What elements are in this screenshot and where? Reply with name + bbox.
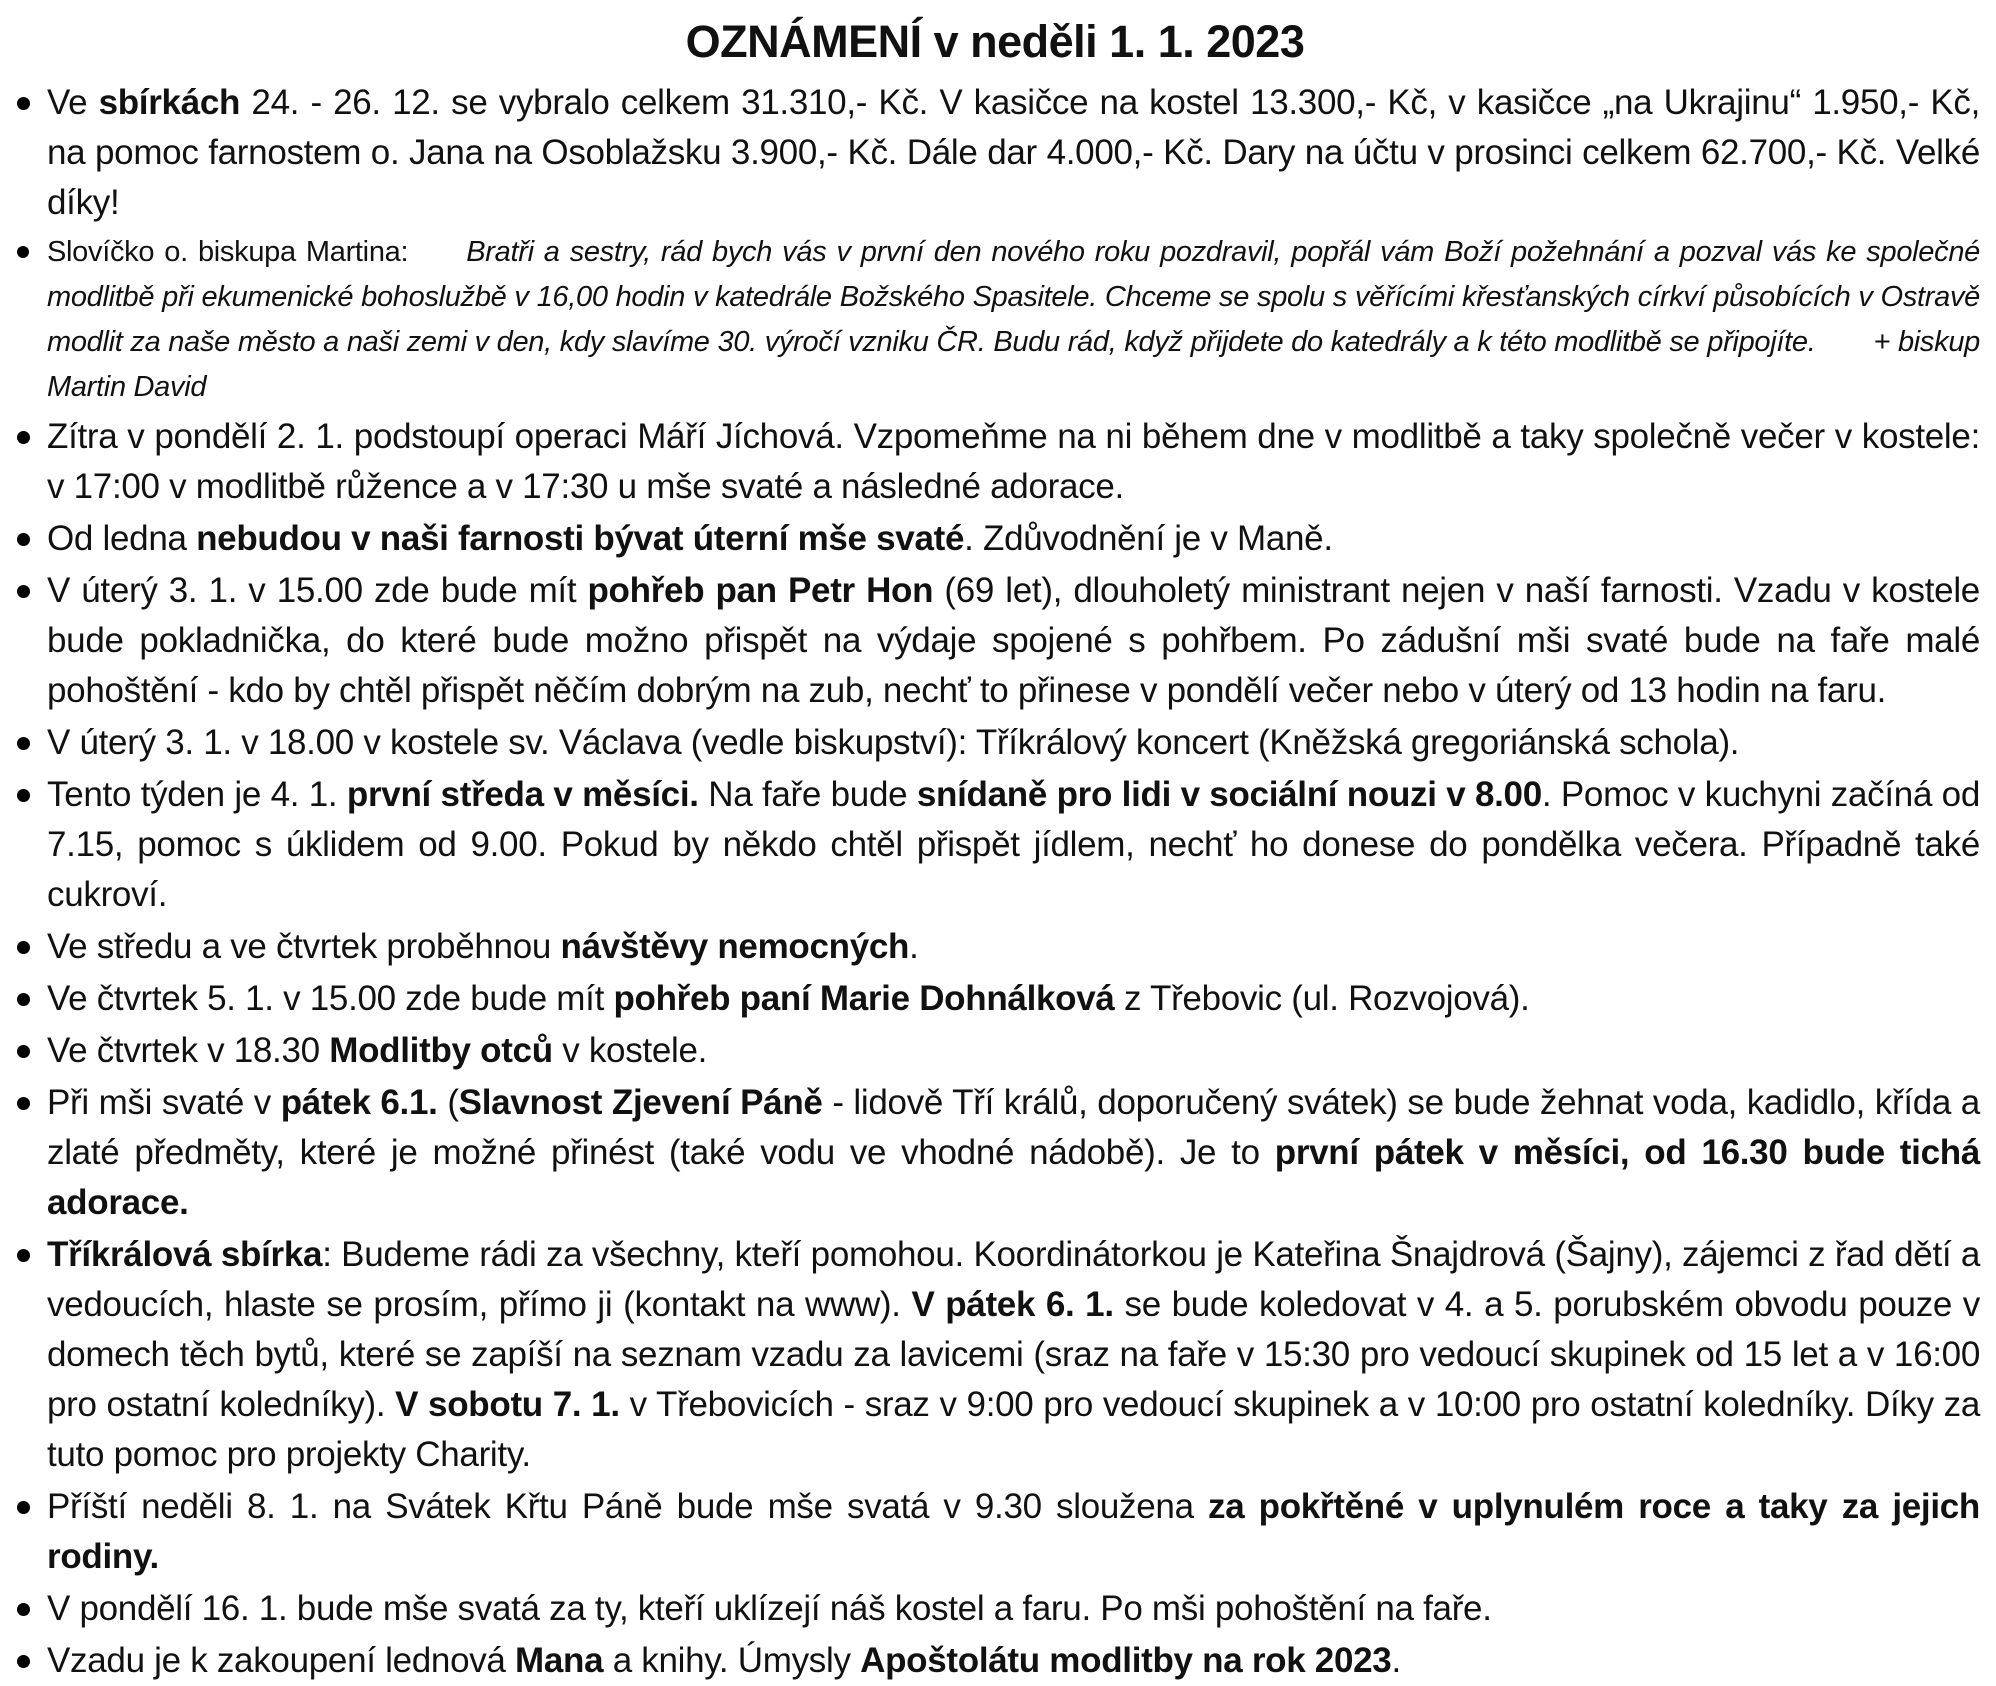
text-segment: první pátek v měsíci, od 16.30 bude tichá adorace.: [47, 1133, 1980, 1222]
bullet-icon: [17, 246, 29, 258]
text-segment: - lidově Tří králů, doporučený svátek) se bude žehnat voda, kadidlo, křída a zlaté předměty, které je možné přinést (také vodu ve vhodné nádobě). Je to: [47, 1083, 1980, 1172]
text-segment: 24. - 26. 12. se vybralo celkem 31.310,- Kč. V kasičce na kostel 13.300,- Kč, v kasičce „na Ukrajinu“ 1.950,- Kč, na pomoc farnostem o. Jana na Osoblažsku 3.900,- Kč. Dále dar 4.000,- Kč. Dary na účtu v prosinci celkem 62.700,- Kč. Velké díky!: [47, 83, 1981, 222]
text-segment: za pokřtěné v uplynulém roce a taky za jejich rodiny.: [47, 1487, 1980, 1576]
list-item: [10, 770, 1980, 920]
bullet-icon: [17, 1603, 30, 1616]
list-item: [10, 230, 1980, 410]
list-item: [10, 566, 1980, 716]
text-segment: V sobotu 7. 1.: [395, 1385, 620, 1424]
bullet-icon: [17, 585, 30, 598]
text-segment: Ve čtvrtek 5. 1. v 15.00 zde bude mít: [47, 979, 614, 1018]
text-segment: Zítra v pondělí 2. 1. podstoupí operaci Máří Jíchová. Vzpomeňme na ni během dne v modlitbě a taky společně večer v kostele: v 17:00 v modlitbě růžence a v 17:30 u mše svaté a následné adorace.: [47, 417, 1980, 506]
text-segment: Bratři a sestry, rád bych vás v první den nového roku pozdravil, popřál vám Boží požehnání a pozval vás ke společné modlitbě při ekumenické bohoslužbě v 16,00 hodin v katedrále Božského Spasitele. Chceme se spolu s věřícími křesťanských církví působících v Ostravě modlit za naše město a naši zemi v den, kdy slavíme 30. výročí vzniku ČR. Budu rád, když přijdete do katedrály a k této modlitbě se připojíte.: [47, 236, 1980, 358]
list-item: [10, 78, 1980, 228]
text-segment: návštěvy nemocných: [560, 927, 910, 966]
text-segment: Tento týden je 4. 1.: [47, 775, 347, 814]
text-segment: . Zdůvodnění je v Maně.: [964, 519, 1333, 558]
text-segment: V pondělí 16. 1. bude mše svatá za ty, kteří uklízejí náš kostel a faru. Po mši pohoštění na faře.: [47, 1589, 1492, 1628]
list-item: [10, 1078, 1980, 1228]
text-segment: první středa v měsíci.: [346, 775, 699, 814]
text-segment: V úterý 3. 1. v 18.00 v kostele sv. Václava (vedle biskupství): Tříkrálový koncert (Kněžská gregoriánská schola).: [47, 723, 1740, 762]
list-item: [10, 718, 1980, 768]
text-segment: : Budeme rádi za všechny, kteří pomohou. Koordinátorkou je Kateřina Šnajdrová (Šajny), zájemci z řad dětí a vedoucích, hlaste se prosím, přímo ji (kontakt na www).: [47, 1235, 1980, 1324]
text-segment: . Pomoc v kuchyni začíná od 7.15, pomoc s úklidem od 9.00. Pokud by někdo chtěl přispět jídlem, nechť ho donese do pondělka večera. Případně také cukroví.: [47, 775, 1981, 914]
text-segment: + biskup Martin David: [47, 326, 1980, 403]
list-item: [10, 974, 1980, 1024]
bullet-icon: [17, 941, 30, 954]
list-item: [10, 514, 1980, 564]
text-segment: Mana: [515, 1641, 604, 1680]
bullet-icon: [17, 1655, 30, 1668]
text-segment: a knihy. Úmysly: [603, 1641, 861, 1680]
text-segment: snídaně pro lidi v sociální nouzi v 8.00: [916, 775, 1542, 814]
text-segment: Příští neděli 8. 1. na Svátek Křtu Páně bude mše svatá v 9.30 sloužena: [47, 1487, 1208, 1526]
list-item: [10, 1026, 1980, 1076]
text-segment: (: [437, 1083, 459, 1122]
bullet-icon: [17, 1249, 30, 1262]
text-segment: Tříkrálová sbírka: [47, 1235, 323, 1274]
list-item: [10, 1482, 1980, 1582]
text-segment: pohřeb pan Petr Hon: [587, 571, 934, 610]
bullet-icon: [17, 1045, 30, 1058]
text-segment: Slavnost Zjevení Páně: [458, 1083, 823, 1122]
bullet-icon: [17, 789, 30, 802]
text-segment: Vzadu je k zakoupení lednová: [47, 1641, 516, 1680]
text-segment: .: [909, 927, 919, 966]
text-segment: Ve středu a ve čtvrtek proběhnou: [47, 927, 561, 966]
bullet-icon: [17, 431, 30, 444]
text-segment: nebudou v naši farnosti bývat úterní mše svaté: [196, 519, 965, 558]
text-segment: v kostele.: [552, 1031, 708, 1070]
text-segment: Ve: [47, 83, 99, 122]
text-segment: Apoštolátu modlitby na rok 2023: [860, 1641, 1392, 1680]
list-item: [10, 412, 1980, 512]
bullet-icon: [17, 97, 30, 110]
text-segment: Slovíčko o. biskupa Martina:: [47, 236, 409, 268]
text-segment: (69 let), dlouholetý ministrant nejen v naší farnosti. Vzadu v kostele bude pokladnička, do které bude možno přispět na výdaje spojené s pohřbem. Po zádušní mši svaté bude na faře malé pohoštění - kdo by chtěl přispět něčím dobrým na zub, nechť to přinese v pondělí večer nebo v úterý od 13 hodin na faru.: [47, 571, 1980, 710]
text-segment: Od ledna: [47, 519, 197, 558]
bullet-icon: [17, 1097, 30, 1110]
text-segment: sbírkách: [98, 83, 241, 122]
list-item: [10, 922, 1980, 972]
text-segment: v Třebovicích - sraz v 9:00 pro vedoucí skupinek a v 10:00 pro ostatní koledníky. Díky za tuto pomoc pro projekty Charity.: [47, 1385, 1980, 1474]
text-segment: .: [1391, 1641, 1401, 1680]
text-segment: Ve čtvrtek v 18.30: [47, 1031, 330, 1070]
text-segment: V pátek 6. 1.: [911, 1285, 1114, 1324]
text-segment: V úterý 3. 1. v 15.00 zde bude mít: [47, 571, 588, 610]
list-item: [10, 1584, 1980, 1634]
text-segment: se bude koledovat v 4. a 5. porubském obvodu pouze v domech těch bytů, které se zapíší na seznam vzadu za lavicemi (sraz na faře v 15:30 pro vedoucí skupinek od 15 let a v 16:00 pro ostatní koledníky).: [47, 1285, 1981, 1424]
list-item: [10, 1636, 1980, 1686]
list-item: [10, 1230, 1980, 1480]
text-segment: pohřeb paní Marie Dohnálková: [613, 979, 1115, 1018]
text-segment: Při mši svaté v: [47, 1083, 281, 1122]
page-title: OZNÁMENÍ v neděli 1. 1. 2023: [685, 16, 1305, 67]
text-segment: pátek 6.1.: [280, 1083, 438, 1122]
announcement-list: [10, 78, 1980, 1686]
text-segment: z Třebovic (ul. Rozvojová).: [1114, 979, 1530, 1018]
text-segment: Modlitby otců: [329, 1031, 553, 1070]
bullet-icon: [17, 1501, 30, 1514]
bullet-icon: [17, 737, 30, 750]
bullet-icon: [17, 993, 30, 1006]
text-segment: Na faře bude: [698, 775, 917, 814]
bullet-icon: [17, 533, 30, 546]
